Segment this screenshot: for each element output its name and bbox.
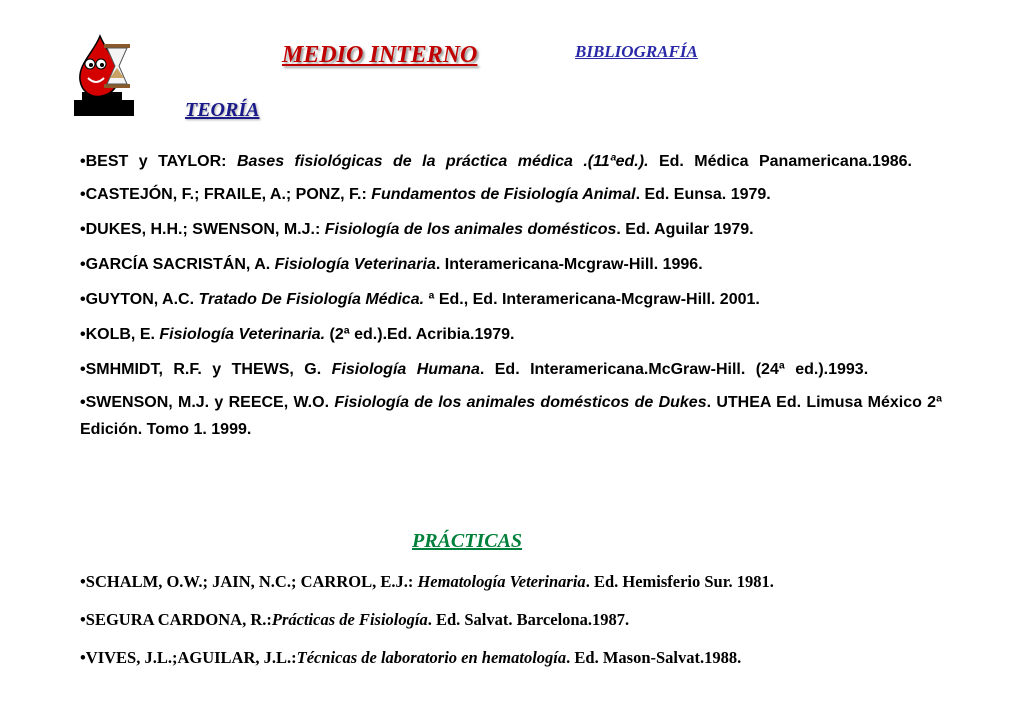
reference-item: •GUYTON, A.C. Tratado De Fisiología Médica. ª Ed., Ed. Interamericana-Mcgraw-Hill. 2001. — [80, 291, 760, 308]
practicas-heading: PRÁCTICAS — [412, 530, 523, 552]
practicas-reference-list — [80, 570, 960, 684]
teoria-heading: TEORÍA — [185, 99, 260, 121]
reference-item: •SWENSON, M.J. y REECE, W.O. Fisiología de los animales domésticos de Dukes. UTHEA Ed. Limusa México 2ª Edición. Tomo 1. 1999. — [80, 394, 942, 438]
reference-item: •CASTEJÓN, F.; FRAILE, A.; PONZ, F.: Fundamentos de Fisiología Animal. Ed. Eunsa. 1979. — [80, 186, 771, 203]
reference-item: •SCHALM, O.W.; JAIN, N.C.; CARROL, E.J.: Hematología Veterinaria. Ed. Hemisferio Sur. 1981. — [80, 572, 774, 591]
reference-item: •VIVES, J.L.;AGUILAR, J.L.:Técnicas de laboratorio en hematología. Ed. Mason-Salvat.1988. — [80, 648, 742, 667]
reference-item: •KOLB, E. Fisiología Veterinaria. (2ª ed.).Ed. Acribia.1979. — [80, 326, 515, 343]
blood-drop-hourglass-icon — [74, 34, 136, 118]
bibliografia-link[interactable]: BIBLIOGRAFÍA — [575, 42, 698, 61]
page-title: MEDIO INTERNO — [282, 42, 478, 68]
reference-item: •DUKES, H.H.; SWENSON, M.J.: Fisiología de los animales domésticos. Ed. Aguilar 1979. — [80, 221, 754, 238]
reference-item: •SEGURA CARDONA, R.:Prácticas de Fisiología. Ed. Salvat. Barcelona.1987. — [80, 610, 630, 629]
reference-item: •GARCÍA SACRISTÁN, A. Fisiología Veterinaria. Interamericana-Mcgraw-Hill. 1996. — [80, 256, 703, 273]
reference-item: •BEST y TAYLOR: Bases fisiológicas de la práctica médica .(11ªed.). Ed. Médica Panamericana.1986. — [80, 153, 912, 170]
theory-reference-list — [80, 148, 942, 449]
reference-item: •SMHMIDT, R.F. y THEWS, G. Fisiología Humana. Ed. Interamericana.McGraw-Hill. (24ª ed.).1993. — [80, 361, 869, 378]
